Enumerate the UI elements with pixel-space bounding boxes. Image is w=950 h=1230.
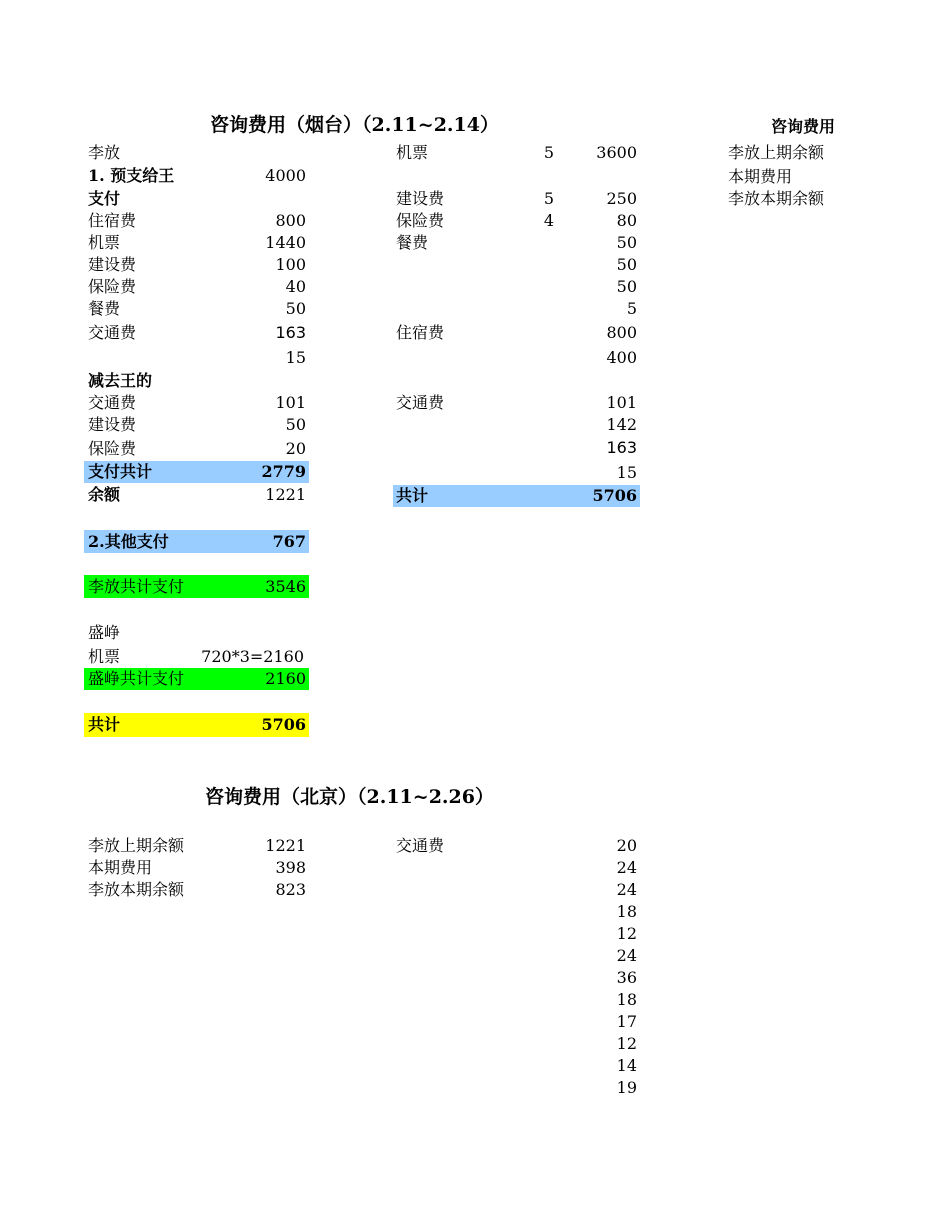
ticket-value: 720*3=2160 — [201, 647, 304, 666]
person-sheng: 盛峥 — [88, 623, 121, 642]
transport-value: 36 — [616, 968, 637, 987]
pay-total-label: 支付共计 — [88, 462, 153, 481]
transport-label: 交通费 — [396, 836, 445, 855]
middle-value: 15 — [616, 463, 637, 482]
middle-value: 3600 — [596, 143, 637, 162]
middle-label: 机票 — [396, 143, 429, 162]
right-title: 咨询费用 — [771, 117, 836, 136]
transport-value: 24 — [616, 880, 637, 899]
transport-value: 18 — [616, 902, 637, 921]
minus-item-value: 20 — [285, 439, 306, 458]
middle-total-label: 共计 — [396, 486, 429, 505]
item-value: 163 — [275, 323, 306, 342]
summary-label: 本期费用 — [88, 858, 153, 877]
right-item: 本期费用 — [728, 167, 793, 186]
minus-item-label: 保险费 — [88, 439, 137, 458]
middle-label: 建设费 — [396, 189, 445, 208]
pay-total-value: 2779 — [261, 462, 306, 481]
sheng-total-value: 2160 — [265, 669, 306, 688]
minus-item-value: 101 — [275, 393, 306, 412]
middle-label: 保险费 — [396, 211, 445, 230]
grand-total-label: 共计 — [88, 715, 121, 734]
balance-label: 余额 — [88, 485, 121, 504]
grand-total-value: 5706 — [261, 715, 306, 734]
yantai-title: 咨询费用（烟台）（2.11~2.14） — [210, 114, 499, 136]
middle-value: 142 — [606, 415, 637, 434]
item-label: 餐费 — [88, 299, 121, 318]
middle-qty: 5 — [543, 143, 554, 162]
balance-value: 1221 — [265, 485, 306, 504]
middle-value: 50 — [616, 255, 637, 274]
middle-value: 80 — [616, 211, 637, 230]
transport-value: 12 — [616, 1034, 637, 1053]
middle-value: 101 — [606, 393, 637, 412]
item-label: 交通费 — [88, 323, 137, 342]
pay-label: 支付 — [88, 189, 121, 208]
middle-qty: 5 — [543, 189, 554, 208]
item-value: 40 — [285, 277, 306, 296]
minus-item-label: 建设费 — [88, 415, 137, 434]
sheng-total-label: 盛峥共计支付 — [88, 669, 185, 688]
transport-value: 19 — [616, 1078, 637, 1097]
middle-value: 400 — [606, 348, 637, 367]
item-label: 住宿费 — [88, 211, 137, 230]
lifang-total-value: 3546 — [265, 577, 306, 596]
minus-item-value: 50 — [285, 415, 306, 434]
right-item: 李放上期余额 — [728, 143, 825, 162]
other-pay-label: 2.其他支付 — [88, 532, 169, 551]
middle-value: 163 — [606, 438, 637, 457]
summary-value: 398 — [275, 858, 306, 877]
extra-value: 15 — [285, 348, 306, 367]
transport-value: 20 — [616, 836, 637, 855]
summary-label: 李放上期余额 — [88, 836, 185, 855]
item-label: 建设费 — [88, 255, 137, 274]
transport-value: 17 — [616, 1012, 637, 1031]
summary-value: 823 — [275, 880, 306, 899]
middle-total-value: 5706 — [592, 486, 637, 505]
transport-value: 18 — [616, 990, 637, 1009]
middle-value: 50 — [616, 277, 637, 296]
transport-value: 12 — [616, 924, 637, 943]
right-item: 李放本期余额 — [728, 189, 825, 208]
middle-qty: 4 — [543, 211, 554, 230]
ticket-label: 机票 — [88, 647, 121, 666]
item-label: 机票 — [88, 233, 121, 252]
minus-label: 减去王的 — [88, 371, 153, 390]
other-pay-value: 767 — [272, 532, 306, 551]
item-value: 50 — [285, 299, 306, 318]
middle-value: 5 — [626, 299, 637, 318]
item-value: 1440 — [265, 233, 306, 252]
item-value: 100 — [275, 255, 306, 274]
transport-value: 24 — [616, 858, 637, 877]
middle-value: 800 — [606, 323, 637, 342]
summary-label: 李放本期余额 — [88, 880, 185, 899]
middle-label: 住宿费 — [396, 323, 445, 342]
middle-value: 250 — [606, 189, 637, 208]
transport-value: 24 — [616, 946, 637, 965]
middle-label: 餐费 — [396, 233, 429, 252]
minus-item-label: 交通费 — [88, 393, 137, 412]
prepay-value: 4000 — [265, 166, 306, 185]
item-label: 保险费 — [88, 277, 137, 296]
item-value: 800 — [275, 211, 306, 230]
beijing-title: 咨询费用（北京）（2.11~2.26） — [205, 786, 494, 808]
prepay-label: 1. 预支给王 — [88, 166, 175, 185]
middle-value: 50 — [616, 233, 637, 252]
person-lifang: 李放 — [88, 143, 121, 162]
middle-label: 交通费 — [396, 393, 445, 412]
transport-value: 14 — [616, 1056, 637, 1075]
summary-value: 1221 — [265, 836, 306, 855]
lifang-total-label: 李放共计支付 — [88, 577, 185, 596]
